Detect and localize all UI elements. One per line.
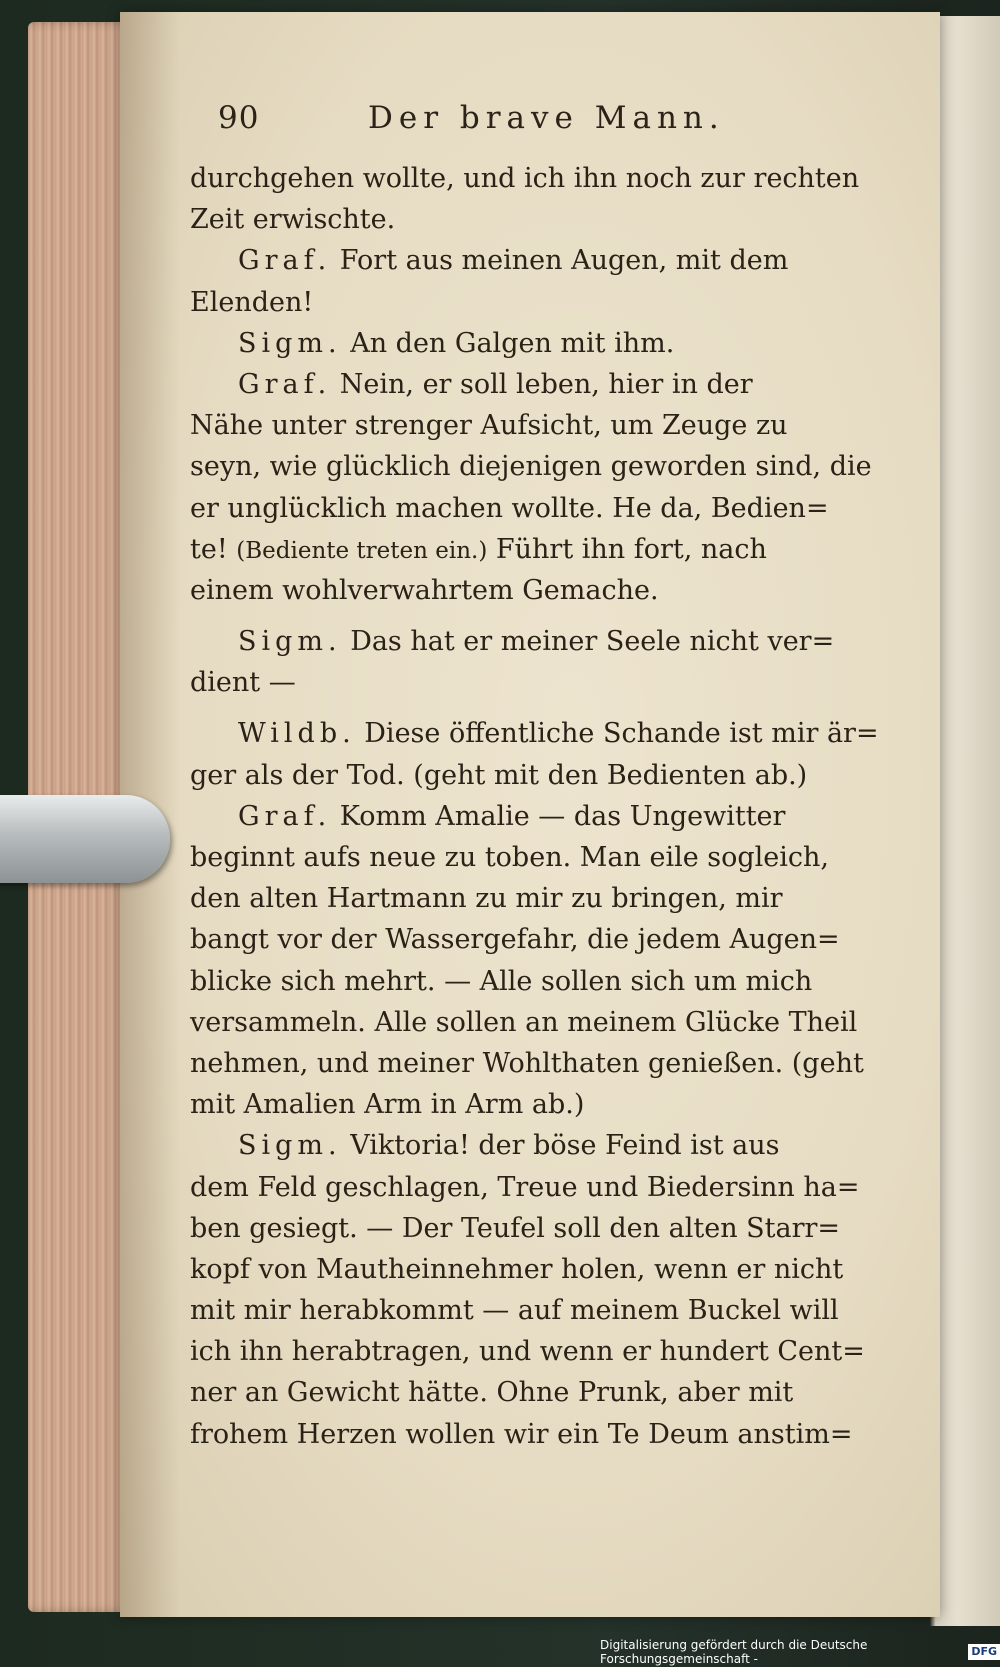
line-text: durchgehen wollte, und ich ihn noch zur rechten	[190, 163, 860, 194]
dfg-logo: DFG	[968, 1644, 1000, 1660]
line-text: dient —	[190, 667, 296, 699]
stage-direction: (Bediente treten ein.)	[236, 537, 488, 564]
line-text: bangt vor der Wassergefahr, die jedem Augen=	[190, 924, 840, 956]
text-line	[190, 158, 860, 199]
line-text: seyn, wie glücklich diejenigen geworden sind, die	[190, 451, 872, 483]
speaker-name: Wildb.	[238, 718, 356, 750]
page-clip	[0, 795, 170, 883]
text-line	[190, 405, 840, 446]
text-line	[190, 621, 840, 662]
text-line	[190, 282, 840, 323]
line-text: Diese öffentliche Schande ist mir är=	[355, 718, 879, 750]
digitization-footer	[600, 1638, 1000, 1666]
line-text: Das hat er meiner Seele nicht ver=	[341, 626, 835, 658]
line-text: Viktoria! der böse Feind ist aus	[341, 1130, 780, 1162]
page-number: 90	[218, 100, 260, 136]
line-text: den alten Hartmann zu mir zu bringen, mir	[190, 883, 783, 915]
line-text: Fort aus meinen Augen, mit dem	[331, 245, 789, 277]
line-text: Elenden!	[190, 286, 314, 318]
text-line	[190, 1372, 840, 1413]
speaker-name: Sigm.	[238, 626, 342, 658]
line-text: kopf von Mautheinnehmer holen, wenn er nicht	[190, 1253, 844, 1285]
text-line	[190, 1167, 860, 1208]
line-text: ger als der Tod. (geht mit den Bedienten ab.)	[190, 759, 808, 791]
text-line	[190, 662, 840, 703]
text-line	[190, 878, 840, 919]
text-line	[190, 364, 840, 405]
line-text: nehmen, und meiner Wohlthaten genießen. (geht	[190, 1047, 864, 1079]
line-text: beginnt aufs neue zu toben. Man eile sogleich,	[190, 842, 830, 873]
line-text: ner an Gewicht hätte. Ohne Prunk, aber mit	[190, 1377, 794, 1409]
text-line	[190, 1002, 858, 1043]
text-line	[190, 488, 840, 529]
text-line	[190, 240, 840, 281]
speaker-name: Sigm.	[238, 327, 342, 359]
text-line	[190, 1125, 840, 1166]
speaker-name: Graf.	[238, 800, 332, 832]
funding-credit: Digitalisierung gefördert durch die Deutsche Forschungsgemeinschaft -	[600, 1638, 868, 1666]
text-line	[190, 1331, 865, 1372]
text-line	[190, 446, 872, 487]
text-line	[190, 755, 840, 796]
text-line	[190, 199, 840, 240]
text-line	[190, 1084, 840, 1125]
facing-page-edge	[930, 16, 1000, 1626]
text-line	[190, 1043, 864, 1084]
text-line	[190, 1414, 853, 1455]
line-text: blicke sich mehrt. — Alle sollen sich um mich	[190, 965, 813, 997]
line-text: Zeit erwischte.	[190, 204, 396, 236]
text-line	[190, 529, 840, 570]
speaker-name: Sigm.	[238, 1130, 342, 1162]
line-text: einem wohlverwahrtem Gemache.	[190, 574, 659, 606]
line-text: An den Galgen mit ihm.	[341, 327, 675, 359]
line-text: versammeln. Alle sollen an meinem Glücke Theil	[190, 1006, 858, 1038]
line-text: Nein, er soll leben, hier in der	[331, 368, 753, 400]
text-line	[190, 1249, 844, 1290]
text-line	[190, 570, 840, 611]
text-line	[190, 1290, 840, 1331]
text-line	[190, 961, 840, 1002]
text-line	[190, 713, 879, 754]
text-line	[190, 1208, 840, 1249]
speaker-name: Graf.	[238, 245, 332, 277]
line-text: te!	[190, 533, 237, 565]
line-text: ich ihn herabtragen, und wenn er hundert Cent=	[190, 1336, 865, 1368]
line-text: er unglücklich machen wollte. He da, Bedien=	[190, 492, 829, 524]
page-text	[190, 158, 879, 1455]
line-text: frohem Herzen wollen wir ein Te Deum anstim=	[190, 1418, 853, 1450]
line-text: mit mir herabkommt — auf meinem Buckel will	[190, 1295, 839, 1327]
line-text: ben gesiegt. — Der Teufel soll den alten Starr=	[190, 1212, 841, 1244]
line-text: Komm Amalie — das Ungewitter	[331, 800, 786, 832]
page-header	[218, 100, 858, 150]
line-text: dem Feld geschlagen, Treue und Biedersinn ha=	[190, 1171, 860, 1203]
line-text: Nähe unter strenger Aufsicht, um Zeuge zu	[190, 410, 788, 442]
text-line	[190, 919, 840, 960]
line-text: mit Amalien Arm in Arm ab.)	[190, 1089, 585, 1121]
text-line	[190, 796, 840, 837]
speaker-name: Graf.	[238, 368, 332, 400]
text-line	[190, 323, 840, 364]
running-title: Der brave Mann.	[368, 100, 725, 136]
line-text: Führt ihn fort, nach	[487, 533, 767, 565]
text-line	[190, 837, 840, 878]
